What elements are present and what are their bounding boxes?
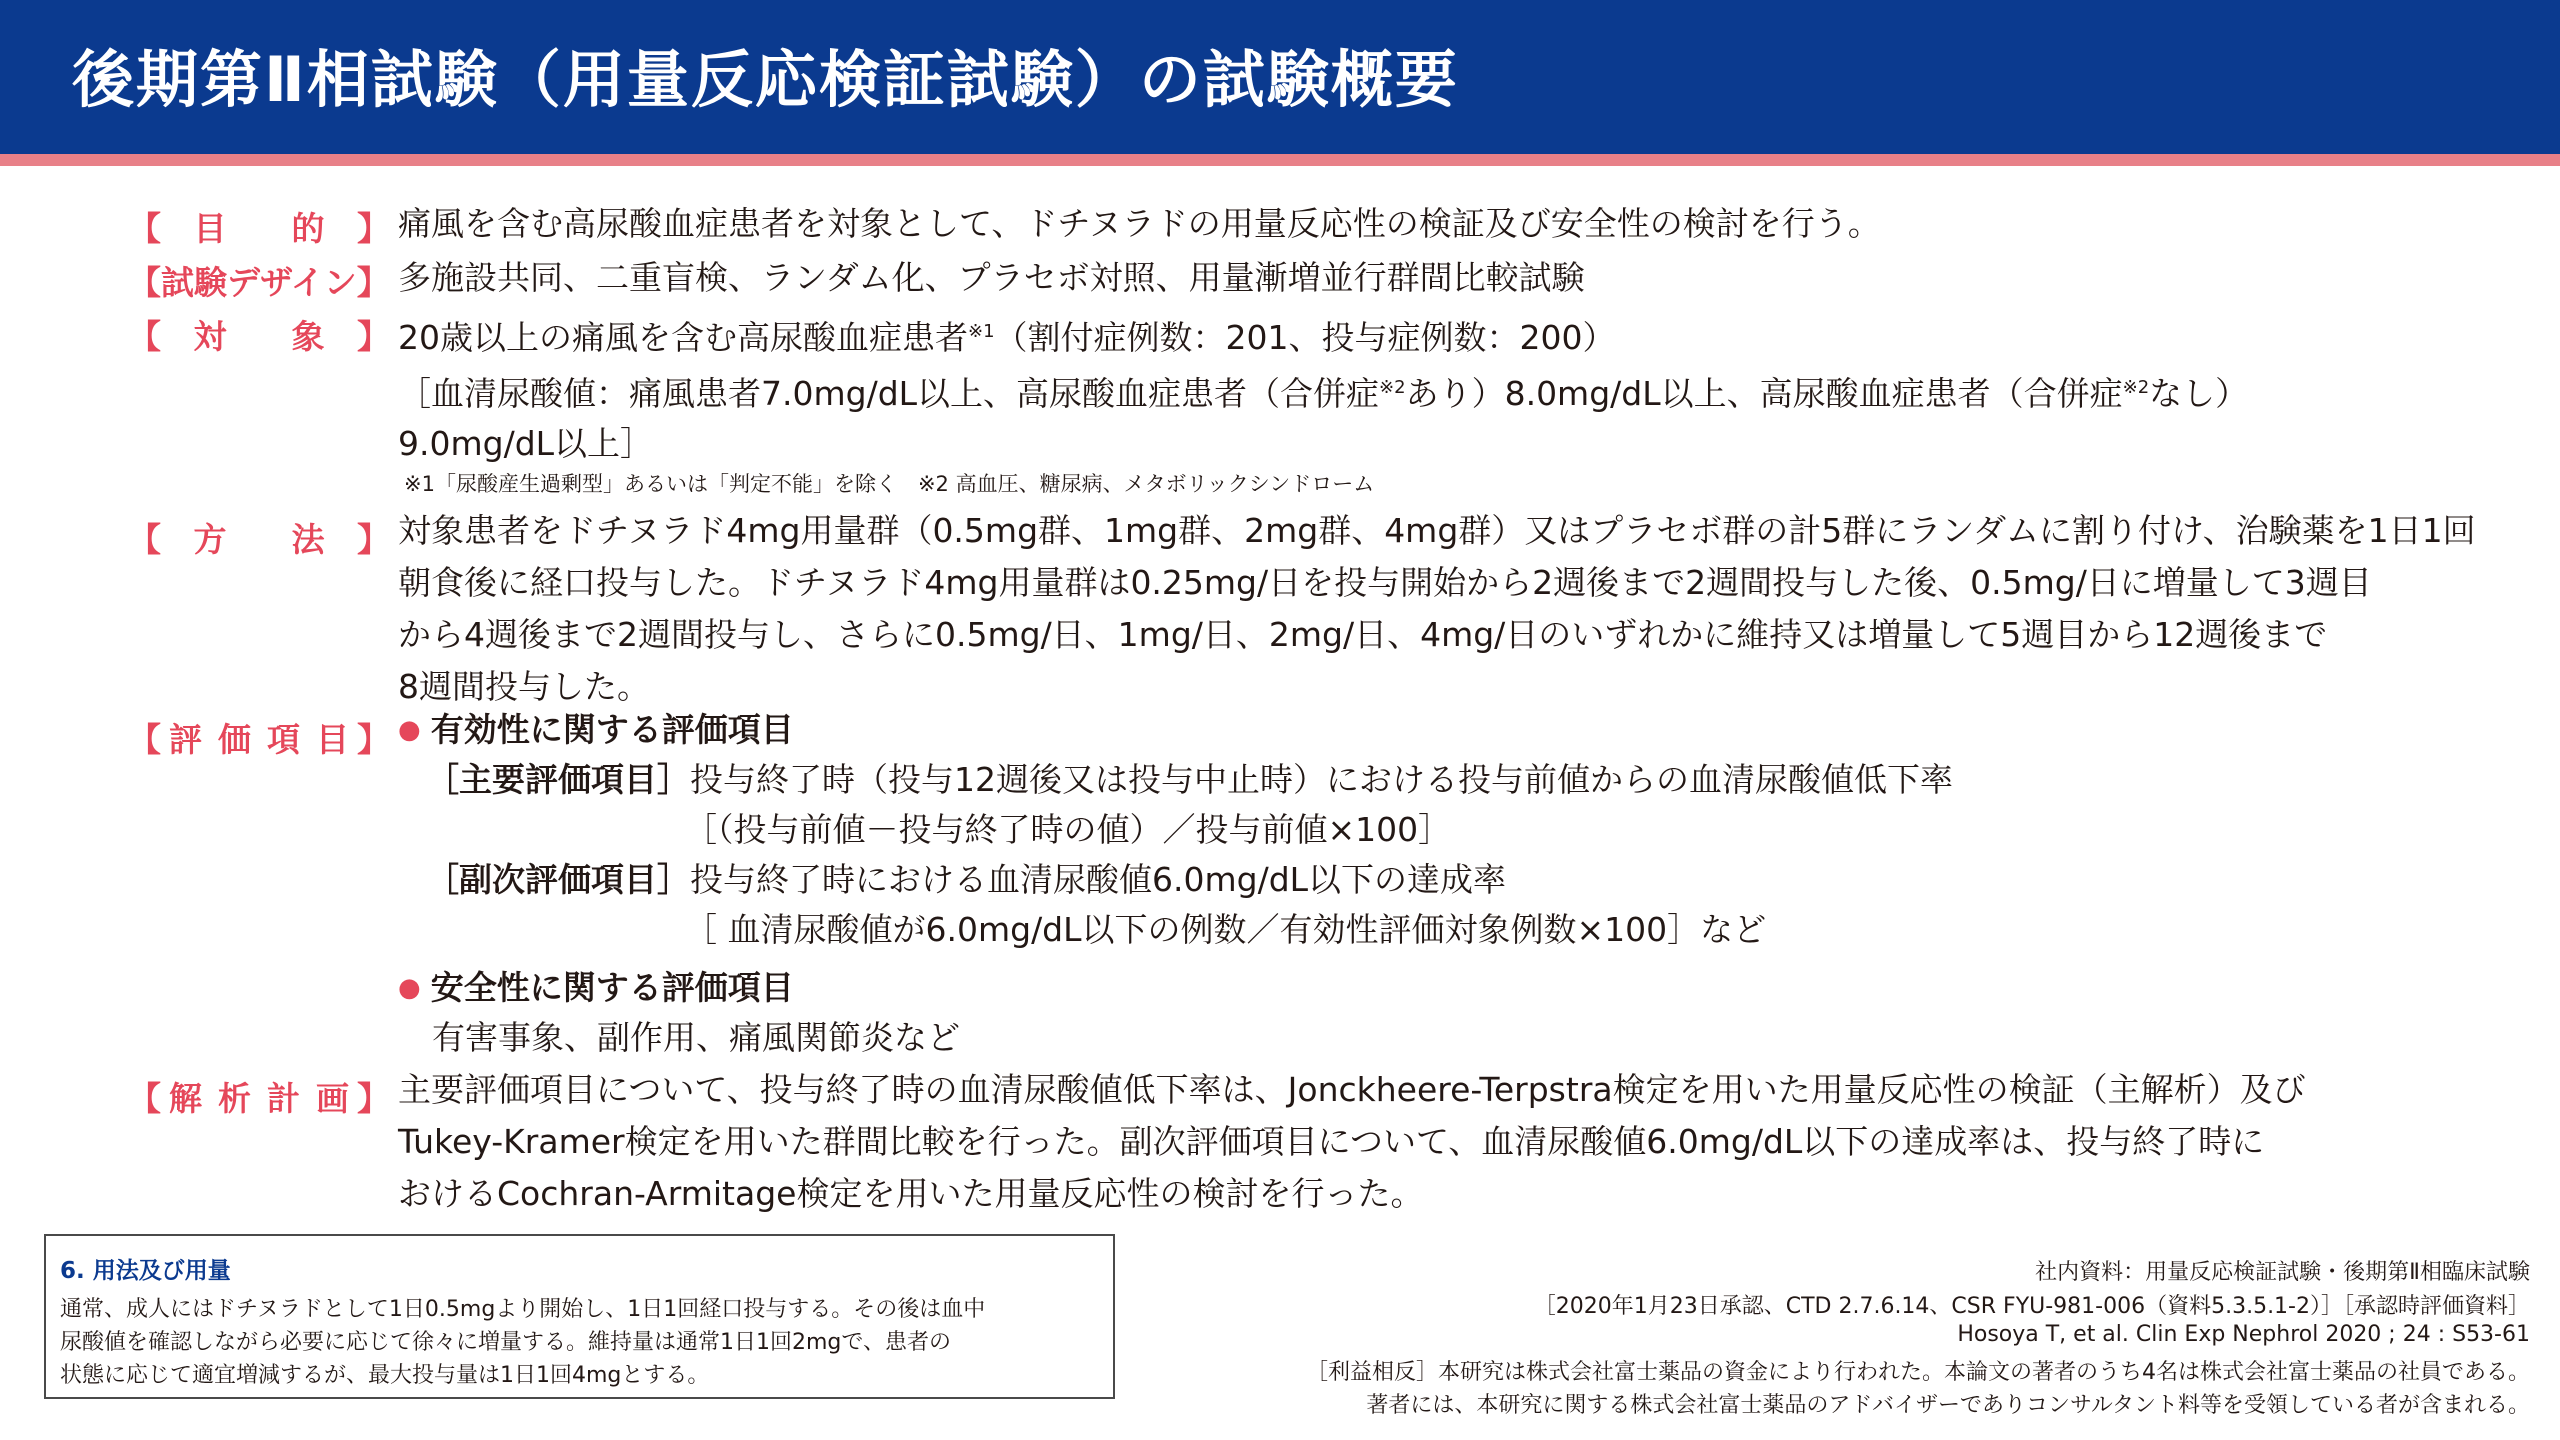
secondary-endpoint-formula: ［ 血清尿酸値が6.0mg/dL以下の例数／有効性評価対象例数×100］など: [684, 910, 1767, 949]
purpose-text: 痛風を含む高尿酸血症患者を対象として、ドチヌラドの用量反応性の検証及び安全性の検討を行う。: [398, 204, 1881, 243]
dosage-box-line: 状態に応じて適宜増減するが、最大投与量は1日1回4mgとする。: [60, 1363, 710, 1388]
primary-endpoint-formula: ［（投与前値－投与終了時の値）／投与前値×100］: [684, 810, 1452, 849]
label-char: 象: [291, 317, 325, 356]
footnote-ref: ※2: [1379, 377, 1406, 398]
label-char: 方: [193, 520, 227, 559]
label-char: 法: [291, 520, 325, 559]
label-bracket-close: 】: [357, 209, 390, 248]
label-char: 的: [291, 209, 325, 248]
bullet-dot-icon: ●: [398, 715, 421, 745]
method-line: 8週間投与した。: [398, 667, 650, 706]
safety-text: 有害事象、副作用、痛風関節炎など: [432, 1018, 960, 1057]
evaluation-label-text: [161, 714, 357, 761]
label-bracket-open: 【: [128, 209, 161, 248]
subjects-label: [128, 311, 390, 358]
dosage-box-line: 尿酸値を確認しながら必要に応じて徐々に増量する。維持量は通常1日1回2mgで、患者の: [60, 1330, 951, 1355]
subjects-line-2: [398, 363, 2448, 419]
safety-heading: 安全性に関する評価項目: [430, 968, 794, 1007]
analysis-line: Tukey-Kramer検定を用いた群間比較を行った。副次評価項目について、血清尿酸値6.0mg/dL以下の達成率は、投与終了時に: [398, 1122, 2265, 1161]
reference-line: ［2020年1月23日承認、CTD 2.7.6.14、CSR FYU-981-006（資料5.3.5.1-2）］［承認時評価資料］: [1533, 1294, 2530, 1319]
method-line: から4週後まで2週間投与し、さらに0.5mg/日、1mg/日、2mg/日、4mg/日のいずれかに維持又は増量して5週目から12週後まで: [398, 615, 2328, 654]
label-char: 析: [218, 1079, 251, 1118]
primary-endpoint-text: 投与終了時（投与12週後又は投与中止時）における投与前値からの血清尿酸値低下率: [690, 760, 1953, 799]
method-text: [398, 505, 2476, 713]
label-bracket-close: 】: [357, 1079, 390, 1118]
safety-heading-row: [398, 963, 2448, 1016]
subjects-footnote: ※1「尿酸産生過剰型」あるいは「判定不能」を除く ※2 高血圧、糖尿病、メタボリックシンドローム: [404, 472, 1375, 496]
secondary-endpoint-text: 投与終了時における血清尿酸値6.0mg/dL以下の達成率: [690, 860, 1507, 899]
primary-endpoint: [426, 755, 2476, 805]
primary-endpoint-label: ［主要評価項目］: [426, 760, 690, 799]
page-title: 後期第Ⅱ相試験（用量反応検証試験）の試験概要: [72, 43, 1459, 116]
analysis-line: 主要評価項目について、投与終了時の血清尿酸値低下率は、Jonckheere-Terpstra検定を用いた用量反応性の検証（主解析）及び: [398, 1070, 2306, 1109]
method-label: [128, 514, 390, 561]
label-char: 解: [169, 1079, 202, 1118]
secondary-endpoint-label: ［副次評価項目］: [426, 860, 690, 899]
label-bracket-open: 【: [128, 520, 161, 559]
subjects-line-1: [398, 307, 2448, 363]
subjects-line-2b: あり）8.0mg/dL以上、高尿酸血症患者（合併症: [1405, 374, 2123, 413]
purpose-label: [128, 203, 390, 250]
method-label-text: [161, 514, 357, 561]
label-char: 目: [316, 720, 349, 759]
label-char: 画: [316, 1079, 349, 1118]
footnote-ref: ※1: [968, 321, 995, 342]
label-char: 計: [267, 1079, 300, 1118]
label-char: 目: [193, 209, 227, 248]
evaluation-label: [128, 714, 390, 761]
conflict-of-interest-line: ［利益相反］本研究は株式会社富士薬品の資金により行われた。本論文の著者のうち4名は株式会社富士薬品の社員である。: [1305, 1360, 2530, 1385]
subjects-line-2a: ［血清尿酸値：痛風患者7.0mg/dL以上、高尿酸血症患者（合併症: [398, 374, 1380, 413]
reference-line: Hosoya T, et al. Clin Exp Nephrol 2020 ; 24 : S53-61: [1957, 1322, 2530, 1347]
title-underline: [0, 154, 2560, 166]
label-bracket-open: 【: [128, 720, 161, 759]
analysis-line: おけるCochran-Armitage検定を用いた用量反応性の検討を行った。: [398, 1174, 1424, 1213]
method-line: 朝食後に経口投与した。ドチヌラド4mg用量群は0.25mg/日を投与開始から2週後まで2週間投与した後、0.5mg/日に増量して3週目: [398, 563, 2372, 602]
secondary-endpoint: [426, 855, 2476, 905]
analysis-label-text: [161, 1073, 357, 1120]
subjects-line-2c: なし）: [2149, 374, 2249, 413]
dosage-box-title: 6. 用法及び用量: [60, 1258, 231, 1284]
dosage-box-line: 通常、成人にはドチヌラドとして1日0.5mgより開始し、1日1回経口投与する。その後は血中: [60, 1297, 986, 1322]
method-line: 対象患者をドチヌラド4mg用量群（0.5mg群、1mg群、2mg群、4mg群）又はプラセボ群の計5群にランダムに割り付け、治験薬を1日1回: [398, 511, 2476, 550]
label-bracket-open: 【: [128, 317, 161, 356]
subjects-text: [398, 307, 2448, 469]
label-char: 価: [218, 720, 251, 759]
design-label: 【試験デザイン】: [128, 263, 390, 302]
purpose-label-text: [161, 203, 357, 250]
dosage-box: [44, 1234, 1115, 1399]
title-bar: [0, 0, 2560, 154]
label-char: 対: [193, 317, 227, 356]
label-bracket-close: 】: [357, 317, 390, 356]
subjects-line-3: 9.0mg/dL以上］: [398, 424, 654, 463]
label-char: 項: [267, 720, 300, 759]
conflict-of-interest-line: 著者には、本研究に関する株式会社富士薬品のアドバイザーでありコンサルタント料等を受領している者が含まれる。: [1366, 1393, 2530, 1418]
subjects-line-1a: 20歳以上の痛風を含む高尿酸血症患者: [398, 318, 968, 357]
efficacy-heading: 有効性に関する評価項目: [430, 710, 794, 749]
subjects-label-text: [161, 311, 357, 358]
label-bracket-open: 【: [128, 1079, 161, 1118]
reference-line: 社内資料：用量反応検証試験・後期第Ⅱ相臨床試験: [2035, 1260, 2530, 1285]
label-bracket-close: 】: [357, 720, 390, 759]
footnote-ref: ※2: [2122, 377, 2150, 398]
analysis-text: [398, 1064, 2448, 1220]
efficacy-heading-row: [398, 705, 2448, 758]
analysis-label: [128, 1073, 390, 1120]
label-char: 評: [169, 720, 202, 759]
design-text: 多施設共同、二重盲検、ランダム化、プラセボ対照、用量漸増並行群間比較試験: [398, 258, 1585, 297]
label-bracket-close: 】: [357, 520, 390, 559]
bullet-dot-icon: ●: [398, 973, 421, 1003]
subjects-line-1b: （割付症例数：201、投与症例数：200）: [994, 318, 1616, 357]
